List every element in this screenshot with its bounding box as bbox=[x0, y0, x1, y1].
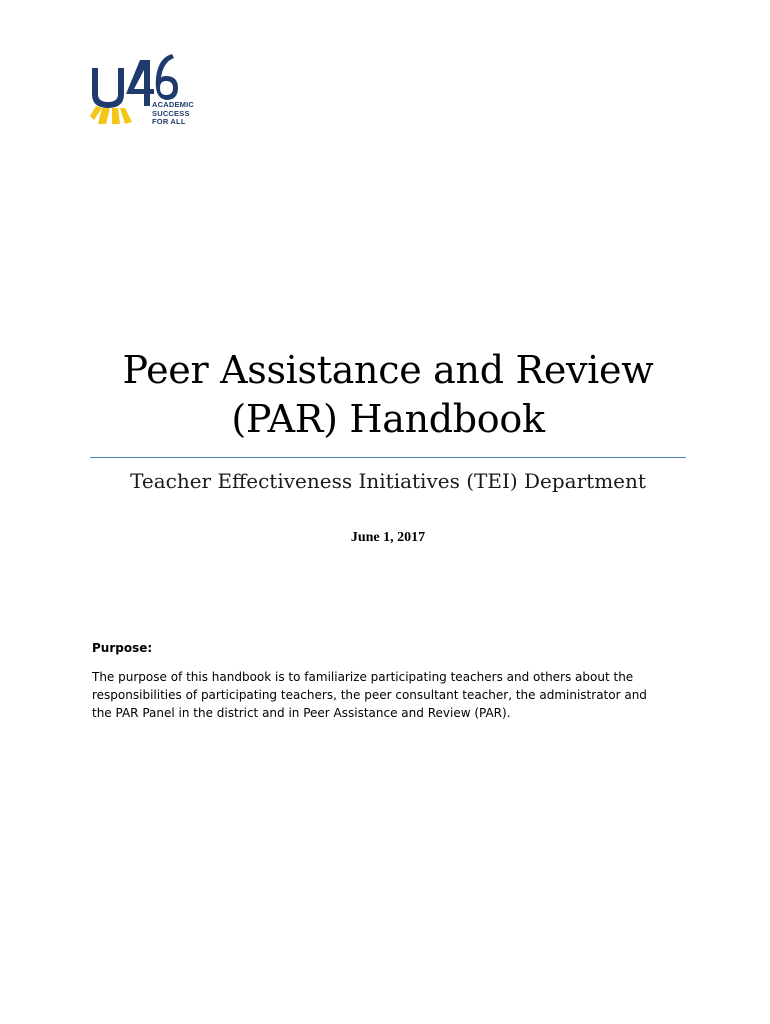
purpose-body bbox=[92, 668, 682, 722]
logo-tagline-line: ACADEMIC bbox=[152, 100, 195, 109]
title-block bbox=[90, 346, 686, 444]
document-date: June 1, 2017 bbox=[350, 530, 426, 545]
purpose-body-line: the PAR Panel in the district and in Peer Assistance and Review (PAR). bbox=[92, 706, 511, 720]
document-title-line: Peer Assistance and Review bbox=[122, 348, 654, 392]
u46-logo bbox=[88, 50, 208, 130]
logo-tagline-line: SUCCESS bbox=[152, 108, 190, 118]
purpose-body-line: responsibilities of participating teachers, the peer consultant teacher, the administrator and bbox=[92, 688, 647, 702]
logo-tagline-line: FOR ALL bbox=[152, 117, 186, 126]
document-subtitle: Teacher Effectiveness Initiatives (TEI) Department bbox=[130, 469, 646, 493]
title-divider bbox=[90, 457, 686, 458]
purpose-body-line: The purpose of this handbook is to familiarize participating teachers and others about the bbox=[92, 670, 634, 684]
document-title-line: (PAR) Handbook bbox=[231, 397, 545, 441]
document-title bbox=[90, 346, 686, 444]
logo-tagline bbox=[152, 101, 194, 127]
purpose-heading: Purpose: bbox=[92, 641, 153, 655]
